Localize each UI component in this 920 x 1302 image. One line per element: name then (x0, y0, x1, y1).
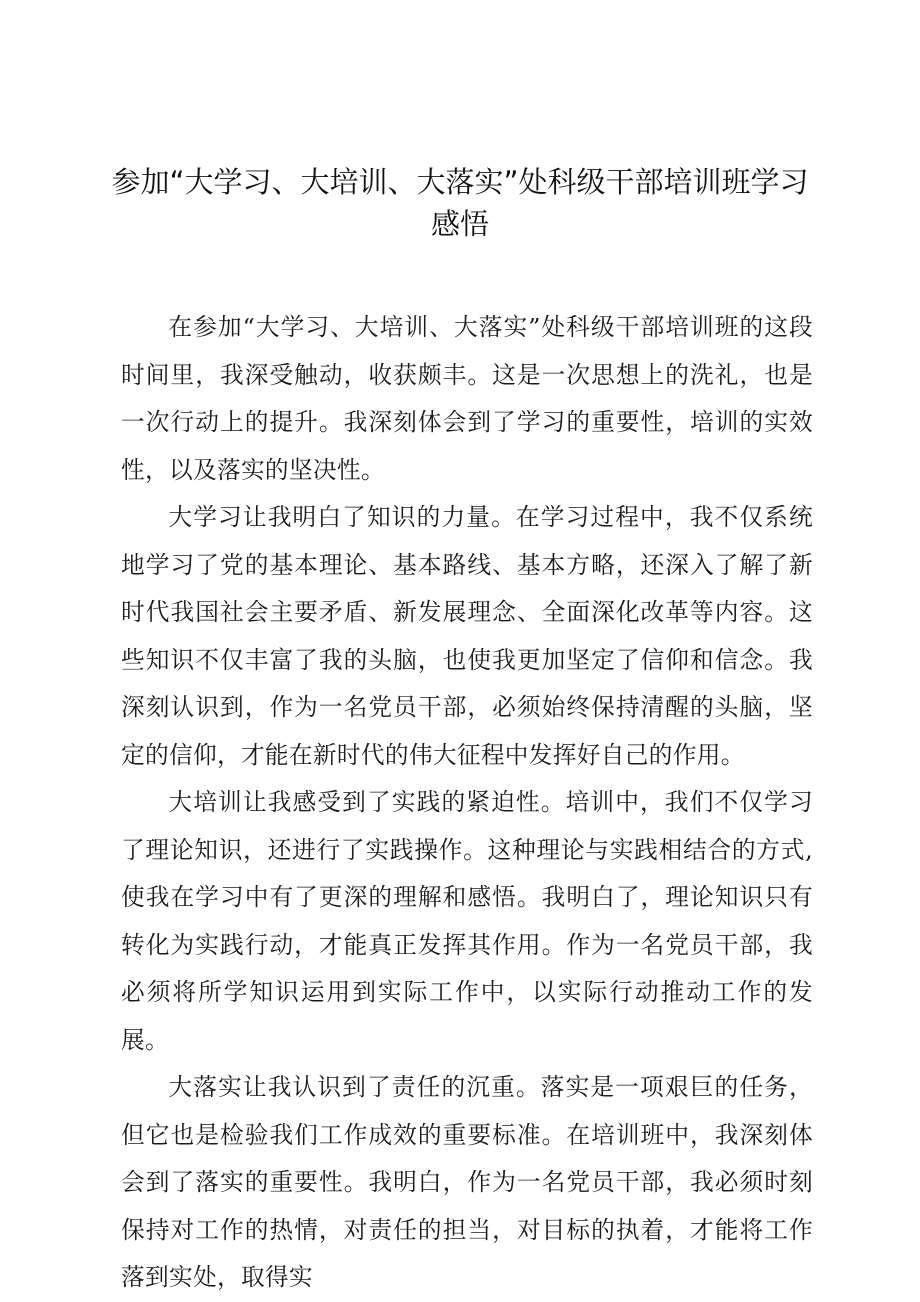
paragraph-intro: 在参加“大学习、大培训、大落实”处科级干部培训班的这段时间里，我深受触动，收获颇丰。这是一次思想上的洗礼，也是一次行动上的提升。我深刻体会到了学习的重要性，培训的实效性，以及落实的坚决性。 (121, 313, 813, 484)
paragraph-implementation: 大落实让我认识到了责任的沉重。落实是一项艰巨的任务，但它也是检验我们工作成效的重要标准。在培训班中，我深刻体会到了落实的重要性。我明白，作为一名党员干部，我必须时刻保持对工作的热情，对责任的担当，对目标的执着，才能将工作落到实处，取得实 (121, 1073, 813, 1291)
document-title: 参加“大学习、大培训、大落实”处科级干部培训班学习感悟 (111, 165, 809, 241)
paragraph-training: 大培训让我感受到了实践的紧迫性。培训中，我们不仅学习了理论知识，还进行了实践操作。这种理论与实践相结合的方式,使我在学习中有了更深的理解和感悟。我明白了，理论知识只有转化为实践行动，才能真正发挥其作用。作为一名党员干部，我必须将所学知识运用到实际工作中，以实际行动推动工作的发展。 (121, 788, 813, 1054)
document-body (121, 304, 813, 1302)
paragraph-study: 大学习让我明白了知识的力量。在学习过程中，我不仅系统地学习了党的基本理论、基本路线、基本方略，还深入了解了新时代我国社会主要矛盾、新发展理念、全面深化改革等内容。这些知识不仅丰富了我的头脑，也使我更加坚定了信仰和信念。我深刻认识到，作为一名党员干部，必须始终保持清醒的头脑，坚定的信仰，才能在新时代的伟大征程中发挥好自己的作用。 (121, 503, 813, 769)
